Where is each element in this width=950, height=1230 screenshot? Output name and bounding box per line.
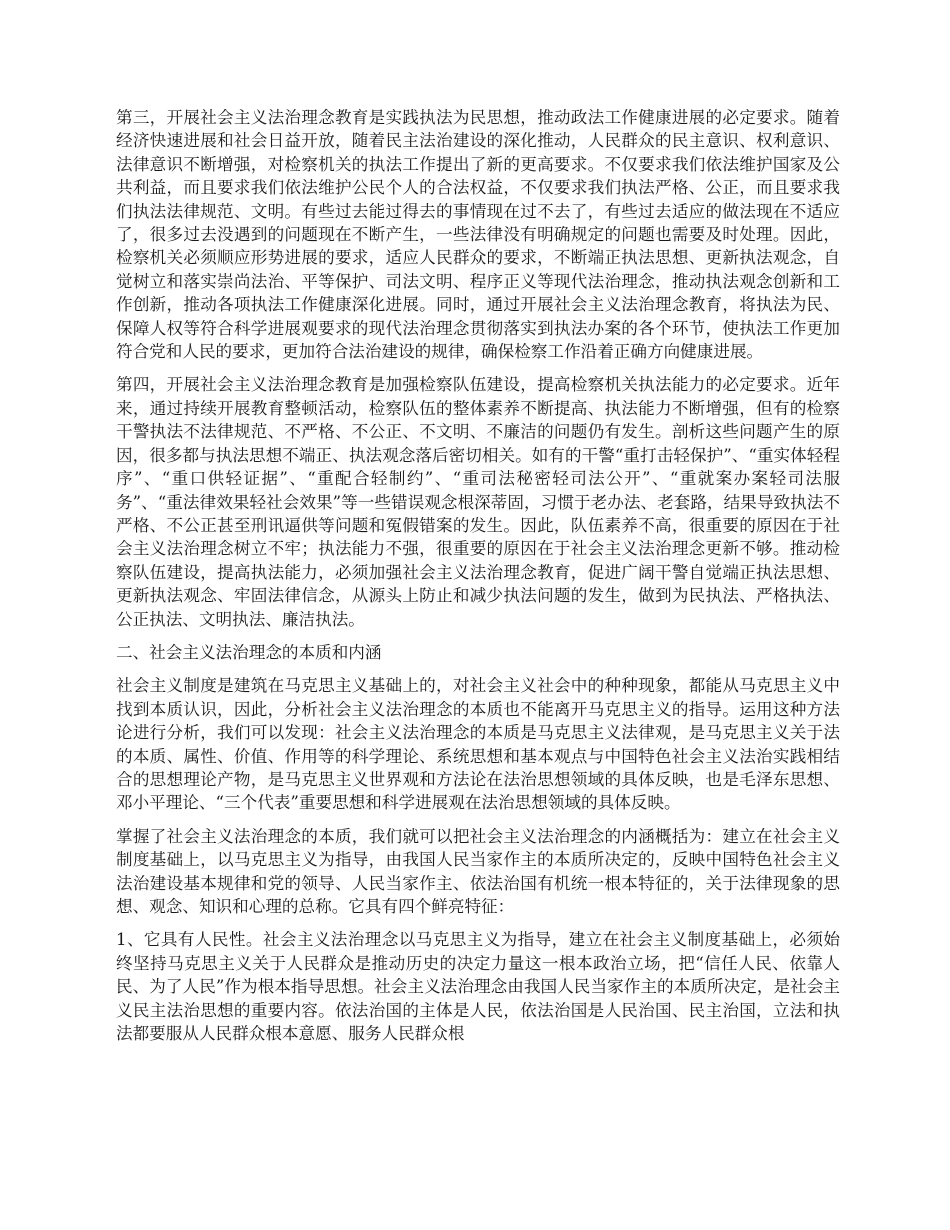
paragraph-fourth-point: 第四，开展社会主义法治理念教育是加强检察队伍建设，提高检察机关执法能力的必定要求。近年来，通过持续开展教育整顿活动，检察队伍的整体素养不断提高、执法能力不断增强，但有的检察干警执法不法律规范、不严格、不公正、不文明、不廉洁的问题仍有发生。剖析这些问题产生的原因，很多都与执法思想不端正、执法观念落后密切相关。如有的干警“重打击轻保护”、“重实体轻程序”、“重口供轻证据”、“重配合轻制约”、“重司法秘密轻司法公开”、“重就案办案轻司法服务”、“重法律效果轻社会效果”等一些错误观念根深蒂固，习惯于老办法、老套路，结果导致执法不严格、不公正甚至刑讯逼供等问题和冤假错案的发生。因此，队伍素养不高，很重要的原因在于社会主义法治理念树立不牢；执法能力不强，很重要的原因在于社会主义法治理念更新不够。推动检察队伍建设，提高执法能力，必须加强社会主义法治理念教育，促进广阔干警自觉端正执法思想、更新执法观念、牢固法律信念，从源头上防止和减少执法问题的发生，做到为民执法、严格执法、公正执法、文明执法、廉洁执法。 xyxy=(116,375,840,629)
paragraph-third-point: 第三，开展社会主义法治理念教育是实践执法为民思想，推动政法工作健康进展的必定要求。随着经济快速进展和社会日益开放，随着民主法治建设的深化推动，人民群众的民主意识、权利意识、法律意识不断增强，对检察机关的执法工作提出了新的更高要求。不仅要求我们依法维护国家及公共利益，而且要求我们依法维护公民个人的合法权益，不仅要求我们执法严格、公正，而且要求我们执法法律规范、文明。有些过去能过得去的事情现在过不去了，有些过去适应的做法现在不适应了，很多过去没遇到的问题现在不断产生，一些法律没有明确规定的问题也需要及时处理。因此，检察机关必须顺应形势进展的要求，适应人民群众的要求，不断端正执法思想、更新执法观念，自觉树立和落实崇尚法治、平等保护、司法文明、程序正义等现代法治理念，推动执法观念创新和工作创新，推动各项执法工作健康深化进展。同时，通过开展社会主义法治理念教育，将执法为民、保障人权等符合科学进展观要求的现代法治理念贯彻落实到执法办案的各个环节，使执法工作更加符合党和人民的要求，更加符合法治建设的规律，确保检察工作沿着正确方向健康进展。 xyxy=(116,108,840,362)
section-heading: 二、社会主义法治理念的本质和内涵 xyxy=(116,642,382,662)
document-body xyxy=(116,106,840,1055)
paragraph-essence: 社会主义制度是建筑在马克思主义基础上的，对社会主义社会中的种种现象，都能从马克思主义中找到本质认识，因此，分析社会主义法治理念的本质也不能离开马克思主义的指导。运用这种方法论进行分析，我们可以发现：社会主义法治理念的本质是马克思主义法律观，是马克思主义关于法的本质、属性、价值、作用等的科学理论、系统思想和基本观点与中国特色社会主义法治实践相结合的思想理论产物，是马克思主义世界观和方法论在法治思想领域的具体反映，也是毛泽东思想、邓小平理论、“三个代表”重要思想和科学进展观在法治思想领域的具体反映。 xyxy=(116,676,840,813)
paragraph-feature-one: 1、它具有人民性。社会主义法治理念以马克思主义为指导，建立在社会主义制度基础上，必须始终坚持马克思主义关于人民群众是推动历史的决定力量这一根本政治立场，把“信任人民、依靠人民、为了人民”作为根本指导思想。社会主义法治理念由我国人民当家作主的本质所决定，是社会主义民主法治思想的重要内容。依法治国的主体是人民，依法治国是人民治国、民主治国，立法和执法都要服从人民群众根本意愿、服务人民群众根 xyxy=(116,930,840,1044)
paragraph-connotation: 掌握了社会主义法治理念的本质，我们就可以把社会主义法治理念的内涵概括为：建立在社会主义制度基础上，以马克思主义为指导，由我国人民当家作主的本质所决定的，反映中国特色社会主义法治建设基本规律和党的领导、人民当家作主、依法治国有机统一根本特征的，关于法律现象的思想、观念、知识和心理的总称。它具有四个鲜亮特征： xyxy=(116,826,840,916)
